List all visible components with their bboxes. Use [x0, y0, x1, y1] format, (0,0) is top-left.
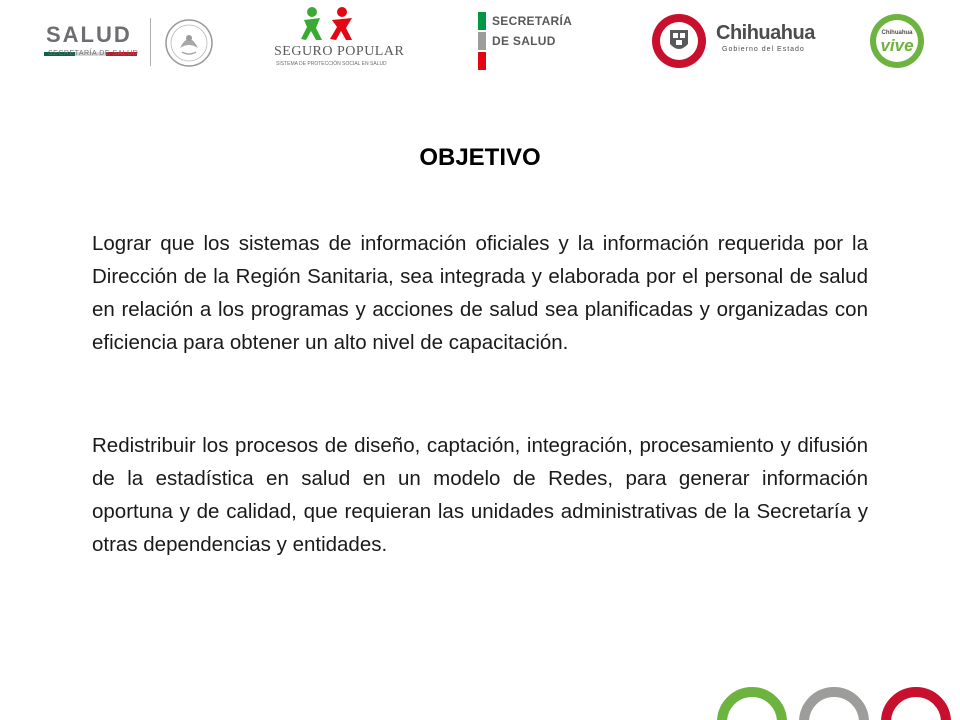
decor-ring-green: [722, 692, 782, 720]
chihuahua-vive-logo: [868, 12, 926, 70]
chihuahua-name: Chihuahua: [716, 22, 815, 44]
vive-word: vive: [880, 36, 914, 55]
vive-top-text: Chihuahua: [881, 30, 913, 36]
chihuahua-shield-icon: [650, 12, 708, 70]
chihuahua-logo: [650, 12, 820, 70]
header-logos: [0, 0, 960, 80]
objective-paragraph-1: Lograr que los sistemas de información oficiales y la información requerida por la Dirección de la Región Sanitaria, sea integrada y elaborada por el personal de salud en relación a los programas y acciones de salud sea planificadas y organizadas con eficiencia para obtener un alto nivel de capacitación.: [92, 232, 868, 354]
decor-ring-red: [886, 692, 946, 720]
secretaria-line1: SECRETARÍA: [492, 14, 573, 28]
decorative-rings: [700, 680, 960, 720]
chihuahua-subtitle: Gobierno del Estado: [722, 46, 805, 53]
objective-paragraph-2: Redistribuir los procesos de diseño, captación, integración, procesamiento y difusión de la estadística en salud en un modelo de Redes, para generar información oportuna y de calidad, que requieran las unidades administrativas de la Secretaría y otras dependencias y entidades.: [92, 434, 868, 556]
salud-logo-subtitle: SECRETARÍA DE SALUD: [48, 50, 139, 57]
mexico-national-seal-icon: [164, 18, 214, 68]
secretaria-de-salud-logo: [478, 12, 588, 70]
decor-ring-gray: [804, 692, 864, 720]
page-title: OBJETIVO: [419, 144, 541, 171]
secretaria-color-bars-icon: [478, 12, 486, 70]
seguro-popular-subtitle: SISTEMA DE PROTECCIÓN SOCIAL EN SALUD: [276, 61, 387, 67]
salud-flag-stripe: [44, 43, 138, 47]
seguro-popular-logo: [268, 6, 405, 70]
salud-logo: [42, 18, 222, 68]
seguro-popular-figures-icon: [300, 6, 356, 42]
salud-logo-name: SALUD: [46, 22, 132, 47]
secretaria-line2: DE SALUD: [492, 34, 556, 48]
salud-divider: [150, 18, 151, 66]
seguro-popular-name: SEGURO POPULAR: [274, 44, 405, 59]
